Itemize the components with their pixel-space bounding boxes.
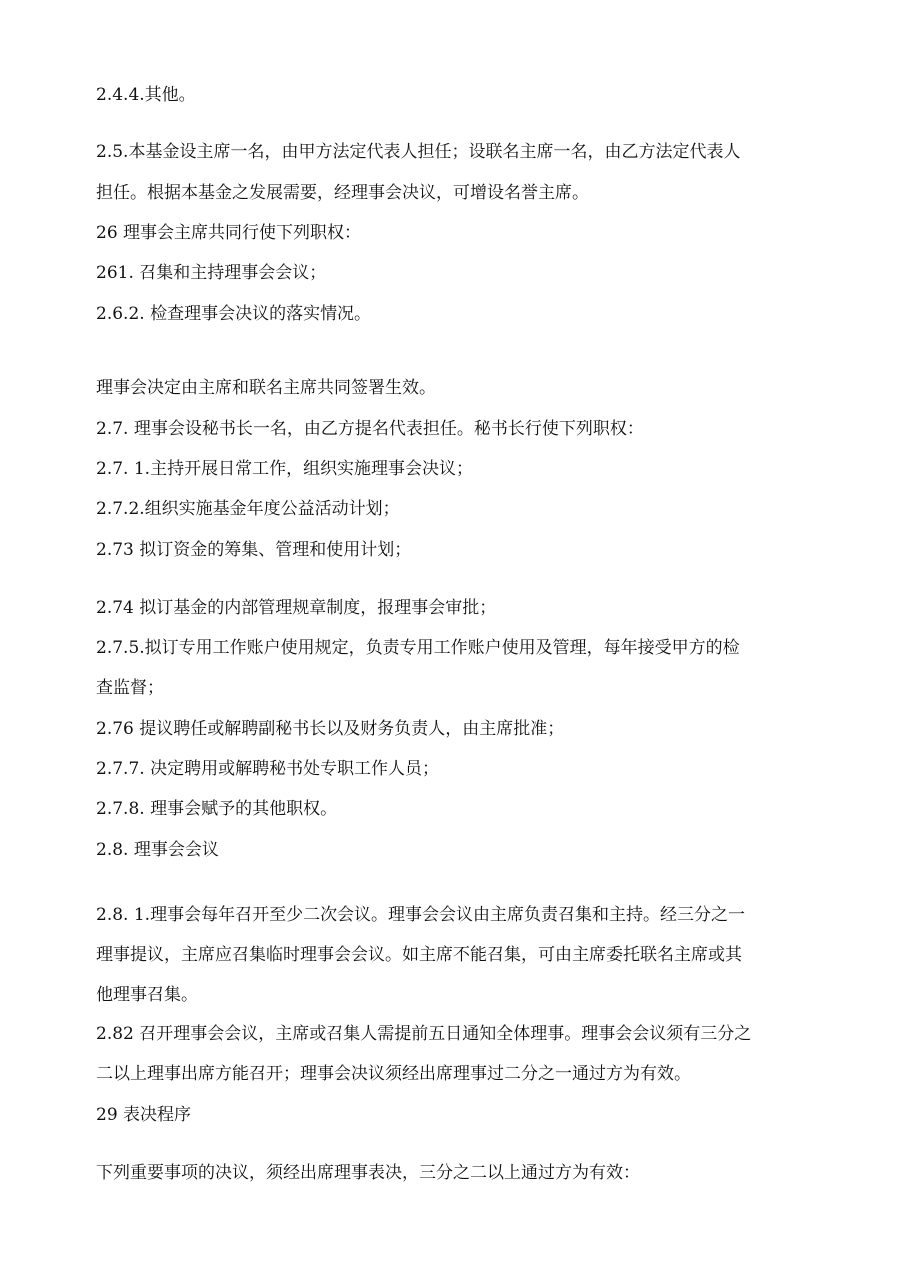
text-line-2-8-1: 2.8. 1.理事会每年召开至少二次会议。理事会会议由主席负责召集和主持。经三分之一	[96, 905, 746, 925]
text-line-sign-note: 理事会决定由主席和联名主席共同签署生效。	[96, 378, 436, 398]
text-line-2-7-4: 2.74 拟订基金的内部管理规章制度，报理事会审批；	[96, 598, 497, 618]
text-line-2-8-1-cont1: 理事提议，主席应召集临时理事会会议。如主席不能召集，可由主席委托联名主席或其	[96, 945, 742, 965]
text-line-2-7-7: 2.7.7. 决定聘用或解聘秘书处专职工作人员；	[96, 759, 440, 779]
text-line-2-4-4: 2.4.4.其他。	[96, 85, 196, 105]
text-line-2-7-5-cont: 查监督；	[96, 678, 164, 698]
text-line-2-8-1-cont2: 他理事召集。	[96, 985, 198, 1005]
text-line-2-6-2: 2.6.2. 检查理事会决议的落实情况。	[96, 304, 372, 324]
text-line-2-8-2-cont: 二以上理事出席方能召开；理事会决议须经出席理事过二分之一通过方为有效。	[96, 1064, 691, 1084]
text-line-2-5: 2.5.本基金设主席一名，由甲方法定代表人担任；设联名主席一名，由乙方法定代表人	[96, 142, 741, 162]
text-line-2-6: 26 理事会主席共同行使下列职权：	[96, 223, 362, 243]
text-line-2-7-3: 2.73 拟订资金的筹集、管理和使用计划；	[96, 540, 412, 560]
text-line-2-7-2: 2.7.2.组织实施基金年度公益活动计划；	[96, 499, 400, 519]
text-line-2-9: 29 表决程序	[96, 1105, 192, 1125]
text-line-2-7: 2.7. 理事会设秘书长一名，由乙方提名代表担任。秘书长行使下列职权：	[96, 419, 644, 439]
text-line-2-6-1: 261. 召集和主持理事会会议；	[96, 263, 327, 283]
text-line-2-7-8: 2.7.8. 理事会赋予的其他职权。	[96, 799, 338, 819]
text-line-voting-intro: 下列重要事项的决议，须经出席理事表决，三分之二以上通过方为有效：	[96, 1163, 640, 1183]
text-line-2-7-1: 2.7. 1.主持开展日常工作，组织实施理事会决议；	[96, 459, 474, 479]
text-line-2-7-6: 2.76 提议聘任或解聘副秘书长以及财务负责人，由主席批准；	[96, 719, 565, 739]
text-line-2-7-5: 2.7.5.拟订专用工作账户使用规定，负责专用工作账户使用及管理，每年接受甲方的检	[96, 638, 740, 658]
text-line-2-8: 2.8. 理事会会议	[96, 840, 219, 860]
text-line-2-8-2: 2.82 召开理事会会议，主席或召集人需提前五日通知全体理事。理事会会议须有三分之	[96, 1024, 752, 1044]
text-line-2-5-cont: 担任。根据本基金之发展需要，经理事会决议，可增设名誉主席。	[96, 183, 589, 203]
